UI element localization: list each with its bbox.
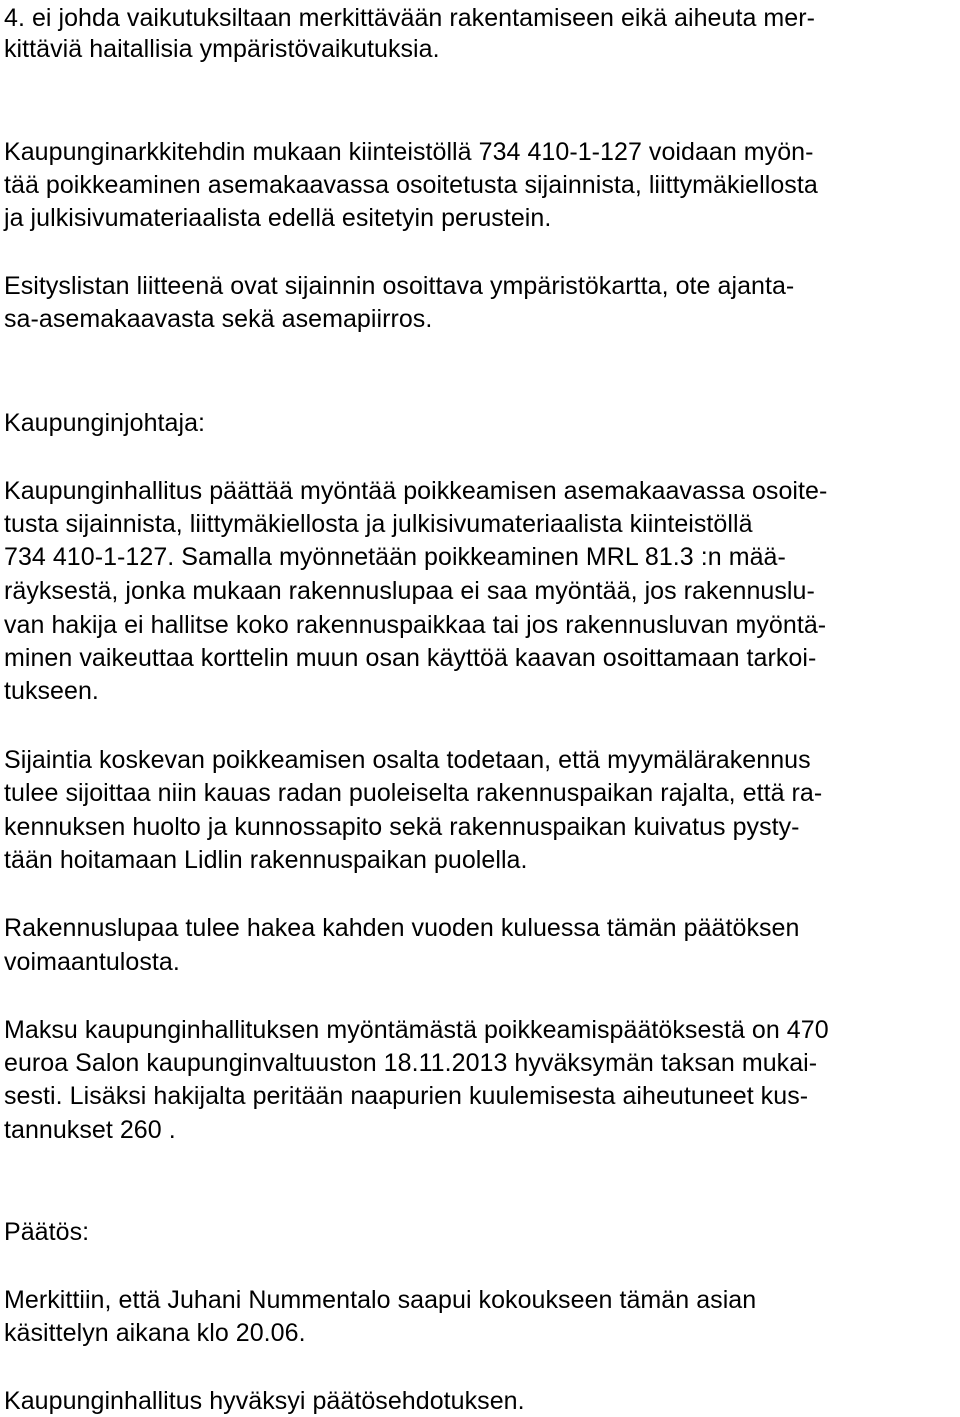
- text-line: kittäviä haitallisia ympäristövaikutuksia.: [4, 35, 440, 63]
- text-line: tukseen.: [4, 677, 99, 705]
- text-line: van hakija ei hallitse koko rakennuspaikkaa tai jos rakennusluvan myöntä-: [4, 611, 827, 639]
- text-line: räyksestä, jonka mukaan rakennuslupaa ei saa myöntää, jos rakennuslu-: [4, 577, 815, 605]
- text-line: tään hoitamaan Lidlin rakennuspaikan puolella.: [4, 846, 528, 874]
- text-line: tulee sijoittaa niin kauas radan puoleiselta rakennuspaikan rajalta, että ra-: [4, 779, 823, 807]
- text-line: Kaupunginhallitus hyväksyi päätösehdotuksen.: [4, 1387, 525, 1415]
- text-line: Maksu kaupunginhallituksen myöntämästä poikkeamispäätöksestä on 470: [4, 1016, 829, 1044]
- text-line: Merkittiin, että Juhani Nummentalo saapui kokoukseen tämän asian: [4, 1286, 757, 1314]
- text-line: sesti. Lisäksi hakijalta peritään naapurien kuulemisesta aiheutuneet kus-: [4, 1082, 809, 1110]
- text-line: Rakennuslupaa tulee hakea kahden vuoden kuluessa tämän päätöksen: [4, 914, 800, 942]
- text-line: voimaantulosta.: [4, 948, 180, 976]
- text-line: Kaupunginhallitus päättää myöntää poikkeamisen asemakaavassa osoite-: [4, 477, 828, 505]
- text-line: käsittelyn aikana klo 20.06.: [4, 1319, 306, 1347]
- text-line: euroa Salon kaupunginvaltuuston 18.11.2013 hyväksymän taksan mukai-: [4, 1049, 818, 1077]
- text-line: Kaupunginarkkitehdin mukaan kiinteistöllä 734 410-1-127 voidaan myön-: [4, 138, 814, 166]
- section-heading-paatos: Päätös:: [4, 1218, 90, 1246]
- text-line: Sijaintia koskevan poikkeamisen osalta todetaan, että myymälärakennus: [4, 746, 811, 774]
- text-line: 734 410-1-127. Samalla myönnetään poikkeaminen MRL 81.3 :n mää-: [4, 543, 786, 571]
- text-line: Esityslistan liitteenä ovat sijainnin osoittava ympäristökartta, ote ajanta-: [4, 272, 795, 300]
- text-line: minen vaikeuttaa korttelin muun osan käyttöä kaavan osoittamaan tarkoi-: [4, 644, 817, 672]
- text-line: ja julkisivumateriaalista edellä esitetyin perustein.: [4, 204, 552, 232]
- text-line: 4. ei johda vaikutuksiltaan merkittävään rakentamiseen eikä aiheuta mer-: [4, 4, 815, 32]
- text-line: tää poikkeaminen asemakaavassa osoitetusta sijainnista, liittymäkiellosta: [4, 171, 818, 199]
- section-heading-kaupunginjohtaja: Kaupunginjohtaja:: [4, 409, 206, 437]
- text-line: tusta sijainnista, liittymäkiellosta ja julkisivumateriaalista kiinteistöllä: [4, 510, 753, 538]
- text-line: kennuksen huolto ja kunnossapito sekä rakennuspaikan kuivatus pysty-: [4, 813, 800, 841]
- text-line: tannukset 260 .: [4, 1116, 176, 1144]
- text-line: sa-asemakaavasta sekä asemapiirros.: [4, 305, 433, 333]
